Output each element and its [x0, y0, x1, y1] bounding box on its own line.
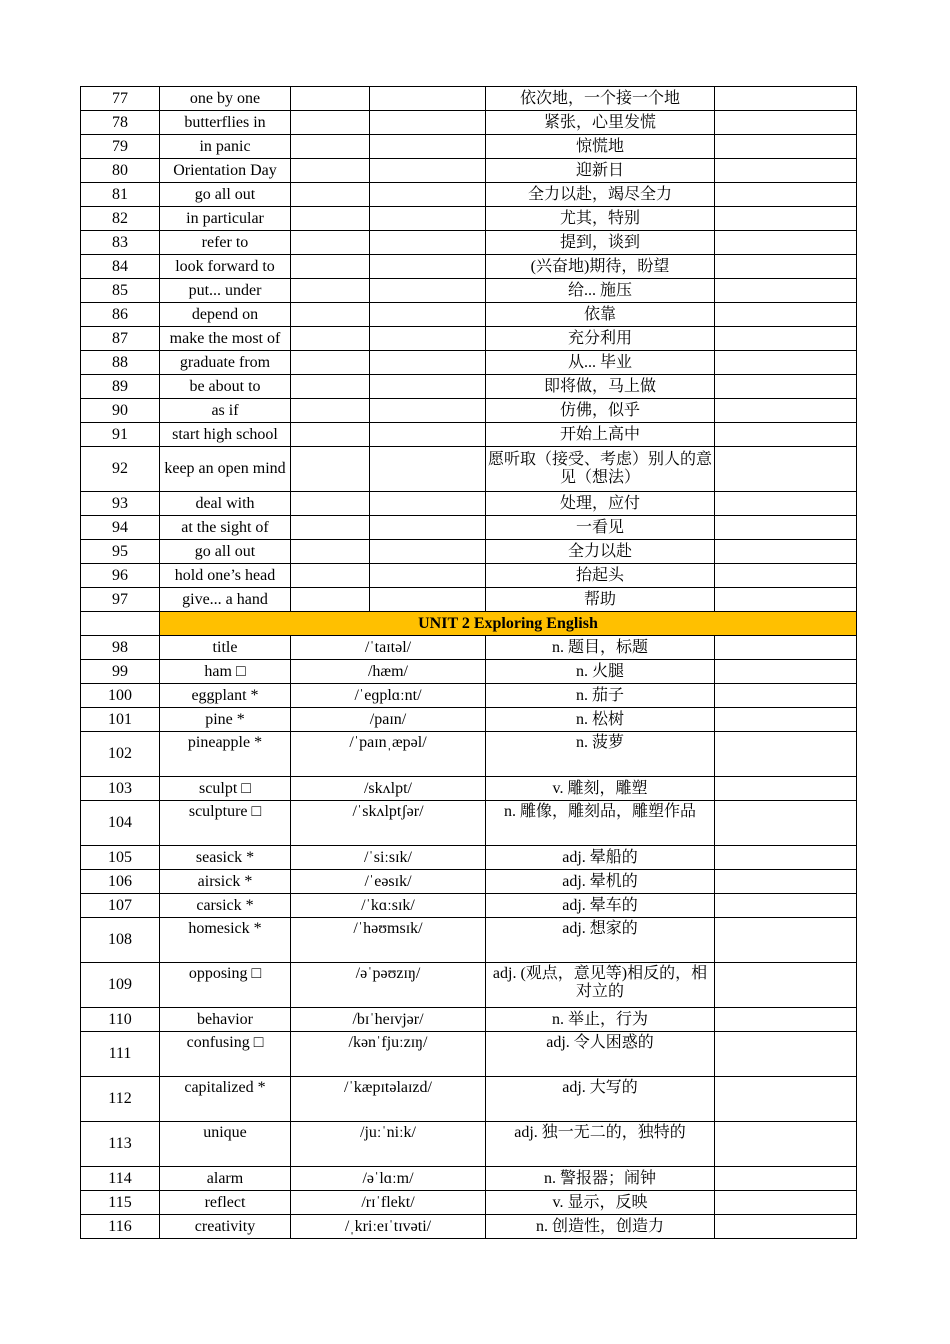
phonetic-cell: /kənˈfjuːzɪŋ/ [291, 1032, 486, 1077]
notes-cell [715, 159, 857, 183]
notes-cell [715, 375, 857, 399]
table-row [81, 375, 857, 399]
empty-cell [291, 111, 370, 135]
phonetic-cell [370, 516, 486, 540]
table-row [81, 846, 857, 870]
phonetic-cell [370, 255, 486, 279]
row-number-cell: 90 [81, 399, 160, 423]
word-cell: in particular [160, 207, 291, 231]
notes-cell [715, 708, 857, 732]
word-cell: graduate from [160, 351, 291, 375]
notes-cell [715, 327, 857, 351]
empty-cell [291, 351, 370, 375]
notes-cell [715, 1032, 857, 1077]
table-row [81, 588, 857, 612]
table-row [81, 351, 857, 375]
row-number-cell: 96 [81, 564, 160, 588]
notes-cell [715, 279, 857, 303]
notes-cell [715, 303, 857, 327]
word-cell: pineapple * [160, 732, 291, 777]
table-row [81, 684, 857, 708]
meaning-cell: 充分利用 [486, 327, 715, 351]
table-row [81, 423, 857, 447]
word-cell: at the sight of [160, 516, 291, 540]
meaning-cell: n. 火腿 [486, 660, 715, 684]
notes-cell [715, 399, 857, 423]
row-number-cell: 99 [81, 660, 160, 684]
meaning-cell: 惊慌地 [486, 135, 715, 159]
notes-cell [715, 732, 857, 777]
table-row [81, 732, 857, 777]
table-row [81, 327, 857, 351]
row-number-cell: 91 [81, 423, 160, 447]
word-cell: creativity [160, 1215, 291, 1239]
notes-cell [715, 846, 857, 870]
meaning-cell: n. 题目，标题 [486, 636, 715, 660]
row-number-cell: 81 [81, 183, 160, 207]
row-number-cell: 108 [81, 918, 160, 963]
phonetic-cell: /juːˈniːk/ [291, 1122, 486, 1167]
row-number-cell: 93 [81, 492, 160, 516]
table-row [81, 87, 857, 111]
phonetic-cell: /ˈeɡplɑːnt/ [291, 684, 486, 708]
table-row [81, 918, 857, 963]
word-cell: sculpture □ [160, 801, 291, 846]
notes-cell [715, 423, 857, 447]
table-row [81, 1191, 857, 1215]
meaning-cell: 抬起头 [486, 564, 715, 588]
notes-cell [715, 894, 857, 918]
vocabulary-table [80, 86, 857, 1239]
row-number-cell: 85 [81, 279, 160, 303]
row-number-cell: 92 [81, 447, 160, 492]
phonetic-cell: /ˈpaɪnˌæpəl/ [291, 732, 486, 777]
phonetic-cell [370, 135, 486, 159]
phonetic-cell: /bɪˈheɪvjər/ [291, 1008, 486, 1032]
notes-cell [715, 684, 857, 708]
word-cell: refer to [160, 231, 291, 255]
notes-cell [715, 111, 857, 135]
word-cell: ham □ [160, 660, 291, 684]
meaning-cell: 仿佛，似乎 [486, 399, 715, 423]
meaning-cell: (兴奋地)期待，盼望 [486, 255, 715, 279]
meaning-cell: n. 松树 [486, 708, 715, 732]
meaning-cell: 一看见 [486, 516, 715, 540]
phonetic-cell [370, 111, 486, 135]
table-row [81, 777, 857, 801]
meaning-cell: 尤其，特别 [486, 207, 715, 231]
phonetic-cell: /ˈkɑːsɪk/ [291, 894, 486, 918]
table-row [81, 1215, 857, 1239]
table-row [81, 447, 857, 492]
empty-cell [291, 399, 370, 423]
table-row [81, 540, 857, 564]
table-row [81, 564, 857, 588]
notes-cell [715, 918, 857, 963]
row-number-cell: 82 [81, 207, 160, 231]
table-row [81, 303, 857, 327]
meaning-cell: 处理，应付 [486, 492, 715, 516]
word-cell: alarm [160, 1167, 291, 1191]
notes-cell [715, 207, 857, 231]
row-number-cell: 113 [81, 1122, 160, 1167]
notes-cell [715, 1191, 857, 1215]
phonetic-cell [370, 399, 486, 423]
row-number-cell: 106 [81, 870, 160, 894]
word-cell: carsick * [160, 894, 291, 918]
row-number-cell: 79 [81, 135, 160, 159]
empty-cell [291, 447, 370, 492]
row-number-cell: 110 [81, 1008, 160, 1032]
meaning-cell: adj. 大写的 [486, 1077, 715, 1122]
meaning-cell: adj. 晕船的 [486, 846, 715, 870]
meaning-cell: 紧张，心里发慌 [486, 111, 715, 135]
row-number-cell: 112 [81, 1077, 160, 1122]
meaning-cell: 依次地，一个接一个地 [486, 87, 715, 111]
row-number-cell: 97 [81, 588, 160, 612]
notes-cell [715, 564, 857, 588]
word-cell: deal with [160, 492, 291, 516]
row-number-cell: 100 [81, 684, 160, 708]
meaning-cell: 从... 毕业 [486, 351, 715, 375]
row-number-cell: 89 [81, 375, 160, 399]
phonetic-cell: /hæm/ [291, 660, 486, 684]
empty-cell [81, 612, 160, 636]
meaning-cell: adj. 想家的 [486, 918, 715, 963]
word-cell: eggplant * [160, 684, 291, 708]
row-number-cell: 80 [81, 159, 160, 183]
row-number-cell: 107 [81, 894, 160, 918]
meaning-cell: v. 显示，反映 [486, 1191, 715, 1215]
empty-cell [291, 303, 370, 327]
table-row [81, 516, 857, 540]
word-cell: confusing □ [160, 1032, 291, 1077]
word-cell: as if [160, 399, 291, 423]
table-row [81, 801, 857, 846]
phonetic-cell: /ˈskʌlptʃər/ [291, 801, 486, 846]
table-row [81, 492, 857, 516]
meaning-cell: 即将做，马上做 [486, 375, 715, 399]
empty-cell [291, 540, 370, 564]
meaning-cell: 依靠 [486, 303, 715, 327]
word-cell: depend on [160, 303, 291, 327]
table-row [81, 111, 857, 135]
meaning-cell: adj. 晕车的 [486, 894, 715, 918]
phonetic-cell: /əˈpəʊzɪŋ/ [291, 963, 486, 1008]
table-row [81, 1008, 857, 1032]
word-cell: title [160, 636, 291, 660]
phonetic-cell: /ˈsiːsɪk/ [291, 846, 486, 870]
empty-cell [291, 327, 370, 351]
word-cell: reflect [160, 1191, 291, 1215]
word-cell: capitalized * [160, 1077, 291, 1122]
notes-cell [715, 870, 857, 894]
table-row [81, 708, 857, 732]
word-cell: look forward to [160, 255, 291, 279]
meaning-cell: v. 雕刻，雕塑 [486, 777, 715, 801]
meaning-cell: 全力以赴，竭尽全力 [486, 183, 715, 207]
empty-cell [291, 279, 370, 303]
notes-cell [715, 447, 857, 492]
meaning-cell: 给... 施压 [486, 279, 715, 303]
meaning-cell: n. 警报器；闹钟 [486, 1167, 715, 1191]
empty-cell [291, 588, 370, 612]
meaning-cell: n. 举止，行为 [486, 1008, 715, 1032]
word-cell: unique [160, 1122, 291, 1167]
notes-cell [715, 255, 857, 279]
word-cell: put... under [160, 279, 291, 303]
phonetic-cell [370, 279, 486, 303]
row-number-cell: 102 [81, 732, 160, 777]
row-number-cell: 116 [81, 1215, 160, 1239]
empty-cell [291, 231, 370, 255]
phonetic-cell [370, 375, 486, 399]
vocabulary-table-body [81, 87, 857, 1239]
table-row [81, 183, 857, 207]
notes-cell [715, 1077, 857, 1122]
row-number-cell: 103 [81, 777, 160, 801]
notes-cell [715, 1167, 857, 1191]
notes-cell [715, 1008, 857, 1032]
word-cell: behavior [160, 1008, 291, 1032]
phonetic-cell [370, 183, 486, 207]
phonetic-cell: /ˌkriːeɪˈtɪvəti/ [291, 1215, 486, 1239]
meaning-cell: n. 菠萝 [486, 732, 715, 777]
row-number-cell: 104 [81, 801, 160, 846]
table-row [81, 660, 857, 684]
table-row [81, 1032, 857, 1077]
notes-cell [715, 492, 857, 516]
table-row [81, 159, 857, 183]
empty-cell [291, 375, 370, 399]
table-row [81, 231, 857, 255]
table-row [81, 963, 857, 1008]
row-number-cell: 78 [81, 111, 160, 135]
notes-cell [715, 588, 857, 612]
phonetic-cell: /skʌlpt/ [291, 777, 486, 801]
unit-title: UNIT 2 Exploring English [160, 612, 857, 636]
phonetic-cell [370, 447, 486, 492]
row-number-cell: 115 [81, 1191, 160, 1215]
word-cell: start high school [160, 423, 291, 447]
notes-cell [715, 135, 857, 159]
word-cell: pine * [160, 708, 291, 732]
word-cell: airsick * [160, 870, 291, 894]
table-row [81, 255, 857, 279]
table-row [81, 207, 857, 231]
meaning-cell: 愿听取（接受、考虑）别人的意见（想法） [486, 447, 715, 492]
meaning-cell: adj. (观点，意见等)相反的，相对立的 [486, 963, 715, 1008]
row-number-cell: 94 [81, 516, 160, 540]
word-cell: be about to [160, 375, 291, 399]
table-row [81, 279, 857, 303]
phonetic-cell [370, 564, 486, 588]
word-cell: make the most of [160, 327, 291, 351]
table-row [81, 135, 857, 159]
word-cell: go all out [160, 183, 291, 207]
phonetic-cell: /ˈhəʊmsɪk/ [291, 918, 486, 963]
word-cell: in panic [160, 135, 291, 159]
phonetic-cell: /paɪn/ [291, 708, 486, 732]
word-cell: give... a hand [160, 588, 291, 612]
notes-cell [715, 183, 857, 207]
empty-cell [291, 255, 370, 279]
word-cell: seasick * [160, 846, 291, 870]
row-number-cell: 88 [81, 351, 160, 375]
row-number-cell: 105 [81, 846, 160, 870]
word-cell: sculpt □ [160, 777, 291, 801]
row-number-cell: 83 [81, 231, 160, 255]
empty-cell [291, 183, 370, 207]
table-row [81, 870, 857, 894]
word-cell: hold one’s head [160, 564, 291, 588]
empty-cell [291, 207, 370, 231]
phonetic-cell [370, 423, 486, 447]
notes-cell [715, 516, 857, 540]
notes-cell [715, 87, 857, 111]
notes-cell [715, 636, 857, 660]
table-row [81, 1167, 857, 1191]
row-number-cell: 95 [81, 540, 160, 564]
word-cell: one by one [160, 87, 291, 111]
row-number-cell: 101 [81, 708, 160, 732]
phonetic-cell: /ˈkæpɪtəlaɪzd/ [291, 1077, 486, 1122]
phonetic-cell: /əˈlɑːm/ [291, 1167, 486, 1191]
phonetic-cell: /ˈtaɪtəl/ [291, 636, 486, 660]
word-cell: keep an open mind [160, 447, 291, 492]
notes-cell [715, 231, 857, 255]
empty-cell [291, 135, 370, 159]
notes-cell [715, 777, 857, 801]
phonetic-cell [370, 588, 486, 612]
table-row [81, 1077, 857, 1122]
phonetic-cell [370, 87, 486, 111]
notes-cell [715, 1122, 857, 1167]
table-row [81, 636, 857, 660]
row-number-cell: 87 [81, 327, 160, 351]
phonetic-cell: /ˈeəsɪk/ [291, 870, 486, 894]
phonetic-cell [370, 303, 486, 327]
meaning-cell: n. 茄子 [486, 684, 715, 708]
meaning-cell: 提到，谈到 [486, 231, 715, 255]
notes-cell [715, 351, 857, 375]
word-cell: go all out [160, 540, 291, 564]
phonetic-cell [370, 492, 486, 516]
empty-cell [291, 564, 370, 588]
table-row [81, 1122, 857, 1167]
phonetic-cell [370, 540, 486, 564]
meaning-cell: 全力以赴 [486, 540, 715, 564]
empty-cell [291, 159, 370, 183]
row-number-cell: 98 [81, 636, 160, 660]
word-cell: butterflies in [160, 111, 291, 135]
notes-cell [715, 660, 857, 684]
row-number-cell: 77 [81, 87, 160, 111]
meaning-cell: adj. 令人困惑的 [486, 1032, 715, 1077]
meaning-cell: 开始上高中 [486, 423, 715, 447]
meaning-cell: adj. 独一无二的，独特的 [486, 1122, 715, 1167]
meaning-cell: n. 创造性，创造力 [486, 1215, 715, 1239]
row-number-cell: 114 [81, 1167, 160, 1191]
phonetic-cell: /rɪˈflekt/ [291, 1191, 486, 1215]
notes-cell [715, 963, 857, 1008]
meaning-cell: adj. 晕机的 [486, 870, 715, 894]
phonetic-cell [370, 231, 486, 255]
phonetic-cell [370, 159, 486, 183]
table-row [81, 399, 857, 423]
row-number-cell: 111 [81, 1032, 160, 1077]
phonetic-cell [370, 327, 486, 351]
row-number-cell: 86 [81, 303, 160, 327]
phonetic-cell [370, 351, 486, 375]
row-number-cell: 109 [81, 963, 160, 1008]
meaning-cell: 迎新日 [486, 159, 715, 183]
word-cell: Orientation Day [160, 159, 291, 183]
empty-cell [291, 87, 370, 111]
phonetic-cell [370, 207, 486, 231]
notes-cell [715, 540, 857, 564]
empty-cell [291, 516, 370, 540]
meaning-cell: 帮助 [486, 588, 715, 612]
notes-cell [715, 1215, 857, 1239]
table-row [81, 894, 857, 918]
row-number-cell: 84 [81, 255, 160, 279]
empty-cell [291, 423, 370, 447]
word-cell: opposing □ [160, 963, 291, 1008]
word-cell: homesick * [160, 918, 291, 963]
meaning-cell: n. 雕像，雕刻品，雕塑作品 [486, 801, 715, 846]
empty-cell [291, 492, 370, 516]
unit-header-row [81, 612, 857, 636]
notes-cell [715, 801, 857, 846]
